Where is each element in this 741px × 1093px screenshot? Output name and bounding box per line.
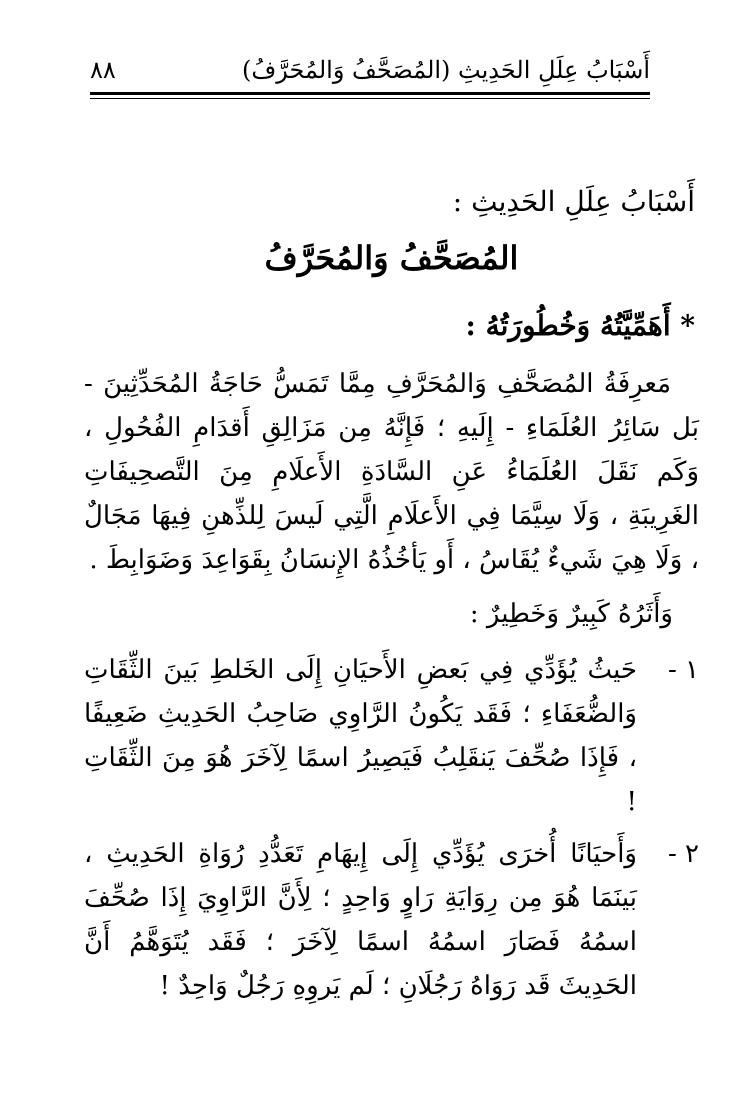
- list-item-text: حَيثُ يُؤَدِّي فِي بَعضِ الأَحيَانِ إِلَى الخَلطِ بَينَ الثِّقَاتِ وَالضُّعَفَاءِ ؛ فَقَد يَكُونُ الرَّاوِي صَاحِبُ الحَدِيثِ ضَعِيفًا ، فَإِذَا صُحِّفَ يَنقَلِبُ فَيَصِيرُ اسمًا لِآخَرَ هُوَ مِنَ الثِّقَاتِ !: [84, 655, 637, 817]
- header-rule-thick: [90, 92, 650, 95]
- section-heading: أَسْبَابُ عِلَلِ الحَدِيثِ :: [452, 185, 695, 218]
- running-header: [90, 52, 650, 88]
- list-item-number: ١ -: [667, 655, 699, 685]
- sub-heading: * أَهَمِّيَّتُهُ وَخُطُورَتُهُ :: [465, 309, 695, 342]
- running-title: أَسْبَابُ عِلَلِ الحَدِيثِ (المُصَحَّفُ وَالمُحَرَّفُ): [242, 56, 650, 84]
- main-title: المُصَحَّفُ وَالمُحَرَّفُ: [264, 239, 519, 277]
- list-lead: وَأَثَرُهُ كَبِيرٌ وَخَطِيرٌ :: [469, 599, 673, 629]
- page-body: [84, 180, 699, 1016]
- list-item: [84, 648, 699, 824]
- list-item-text: وَأَحيَانًا أُخرَى يُؤَدِّي إِلَى إِيهَامِ تَعَدُّدِ رُوَاةِ الحَدِيثِ ، بَينَمَا هُوَ مِن رِوَايَةِ رَاوٍ وَاحِدٍ ؛ لِأَنَّ الرَّاوِيَ إِذَا صُحِّفَ اسمُهُ فَصَارَ اسمُهُ اسمًا لِآخَرَ ؛ فَقَد يُتَوَهَّمُ أَنَّ الحَدِيثَ قَد رَوَاهُ رَجُلَانِ ؛ لَم يَروِهِ رَجُلٌ وَاحِدٌ !: [84, 839, 637, 1001]
- list-item: [84, 832, 699, 1008]
- page-number: ٨٨: [90, 56, 116, 84]
- header-rule-thin: [90, 98, 650, 99]
- body-paragraph: مَعرِفَةُ المُصَحَّفِ وَالمُحَرَّفِ مِمَّا تَمَسُّ حَاجَةُ المُحَدِّثِينَ - بَل سَائِرُ العُلَمَاءِ - إِلَيهِ ؛ فَإِنَّهُ مِن مَزَالِقِ أَقدَامِ الفُحُولِ ، وَكَم نَقَلَ العُلَمَاءُ عَنِ السَّادَةِ الأَعلَامِ مِنَ التَّصحِيفَاتِ الغَرِيبَةِ ، وَلَا سِيَّمَا فِي الأَعلَامِ الَّتِي لَيسَ لِلذِّهنِ فِيهَا مَجَالٌ ، وَلَا هِيَ شَيءٌ يُقَاسُ ، أَو يَأخُذُهُ الإِنسَانُ بِقَوَاعِدَ وَضَوَابِطَ .: [84, 369, 699, 575]
- list-item-number: ٢ -: [667, 839, 699, 869]
